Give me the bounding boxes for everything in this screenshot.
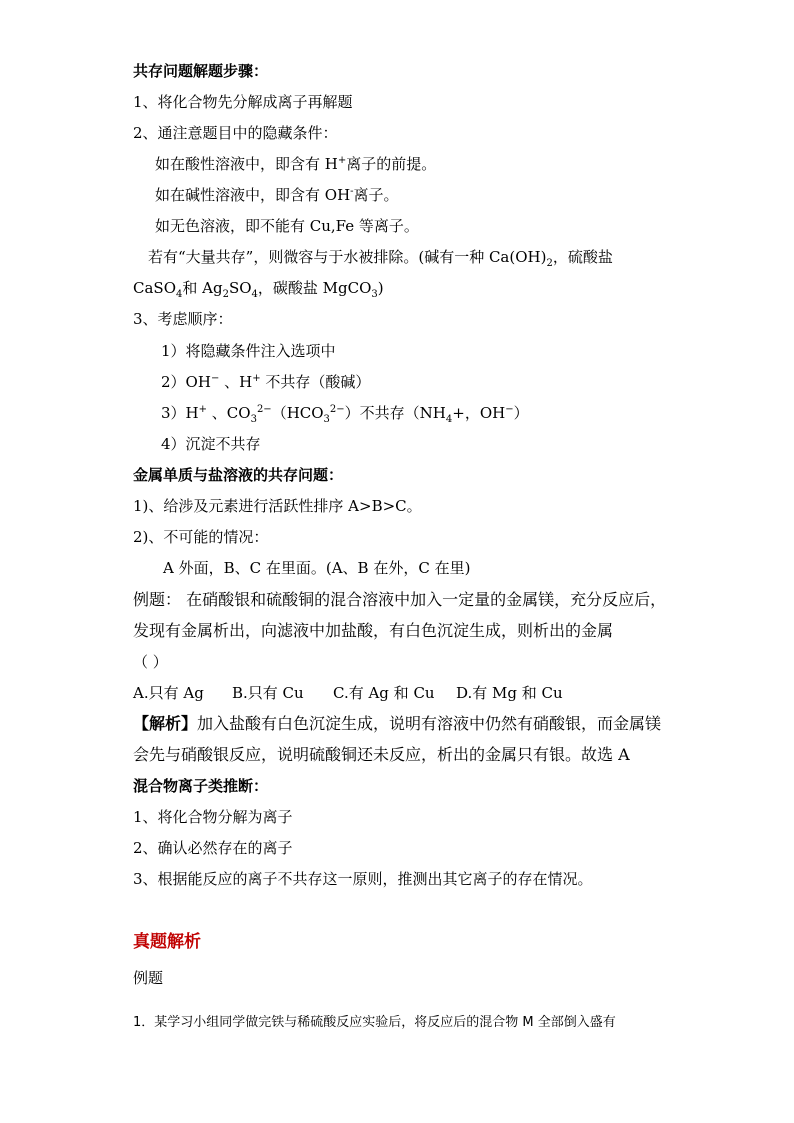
step-2: 2、通注意题目中的隐藏条件： bbox=[133, 124, 338, 142]
analysis-line-1: 【解析】加入盐酸有白色沉淀生成，说明有溶液中仍然有硝酸银，而金属镁 bbox=[133, 714, 662, 733]
impossible-case: A 外面，B、C 在里面。(A、B 在外，C 在里) bbox=[163, 559, 471, 577]
analysis-line-2: 会先与硝酸银反应，说明硫酸铜还未反应，析出的金属只有银。故选 A bbox=[133, 745, 630, 764]
order-1: 1）将隐藏条件注入选项中 bbox=[161, 342, 336, 360]
order-4: 4）沉淀不共存 bbox=[161, 435, 261, 453]
question-1: 1．某学习小组同学做完铁与稀硫酸反应实验后，将反应后的混合物 M 全部倒入盛有 bbox=[133, 1015, 616, 1030]
heading-metal-salt: 金属单质与盐溶液的共存问题： bbox=[133, 466, 344, 484]
example-question-line-2: 发现有金属析出，向滤液中加盐酸，有白色沉淀生成，则析出的金属 bbox=[133, 621, 614, 640]
heading-coexistence-steps: 共存问题解题步骤： bbox=[133, 62, 269, 80]
metal-step-2: 2)、不可能的情况： bbox=[133, 528, 269, 546]
basic-condition: 如在碱性溶液中，即含有 OH-离子。 bbox=[155, 186, 399, 204]
salts-note: CaSO$_4$和 $Ag_2SO_4$，碳酸盐 MgCO$_3$) bbox=[133, 279, 384, 300]
option-a: A.只有 Ag bbox=[133, 684, 204, 702]
large-coexistence-note: 若有“大量共存”，则微容与于水被排除。(碱有一种 $Ca(OH)_2$，硫酸盐 bbox=[148, 248, 613, 269]
heading-mixture-inference: 混合物离子类推断： bbox=[133, 777, 269, 795]
example-label: 例题 bbox=[133, 969, 164, 987]
order-3: 3）H+ 、$CO_3^{2-}(HCO_3^{2-})$不共存（$NH_4+$，OH−） bbox=[161, 404, 529, 425]
option-d: D.有 Mg 和 Cu bbox=[456, 684, 563, 702]
step-3: 3、考虑顺序： bbox=[133, 310, 233, 328]
heading-real-exam: 真题解析 bbox=[133, 932, 201, 952]
step-1: 1、将化合物先分解成离子再解题 bbox=[133, 93, 353, 111]
option-c: C.有 Ag 和 Cu bbox=[333, 684, 435, 702]
colorless-condition: 如无色溶液，即不能有 Cu,Fe 等离子。 bbox=[155, 217, 419, 235]
analysis-label: 【解析】 bbox=[133, 714, 198, 733]
order-2: 2）OH− 、H+ 不共存（酸碱） bbox=[161, 373, 371, 391]
acidic-condition: 如在酸性溶液中，即含有 H+离子的前提。 bbox=[155, 155, 437, 173]
option-b: B.只有 Cu bbox=[232, 684, 304, 702]
example-blank: （ ） bbox=[133, 653, 168, 671]
metal-step-1: 1)、给涉及元素进行活跃性排序 A>B>C。 bbox=[133, 497, 422, 515]
example-question-line-1: 例题： 在硝酸银和硫酸铜的混合溶液中加入一定量的金属镁，充分反应后， bbox=[133, 590, 667, 609]
mixture-step-2: 2、确认必然存在的离子 bbox=[133, 839, 293, 857]
mixture-step-3: 3、根据能反应的离子不共存这一原则，推测出其它离子的存在情况。 bbox=[133, 870, 593, 888]
mixture-step-1: 1、将化合物分解为离子 bbox=[133, 808, 293, 826]
